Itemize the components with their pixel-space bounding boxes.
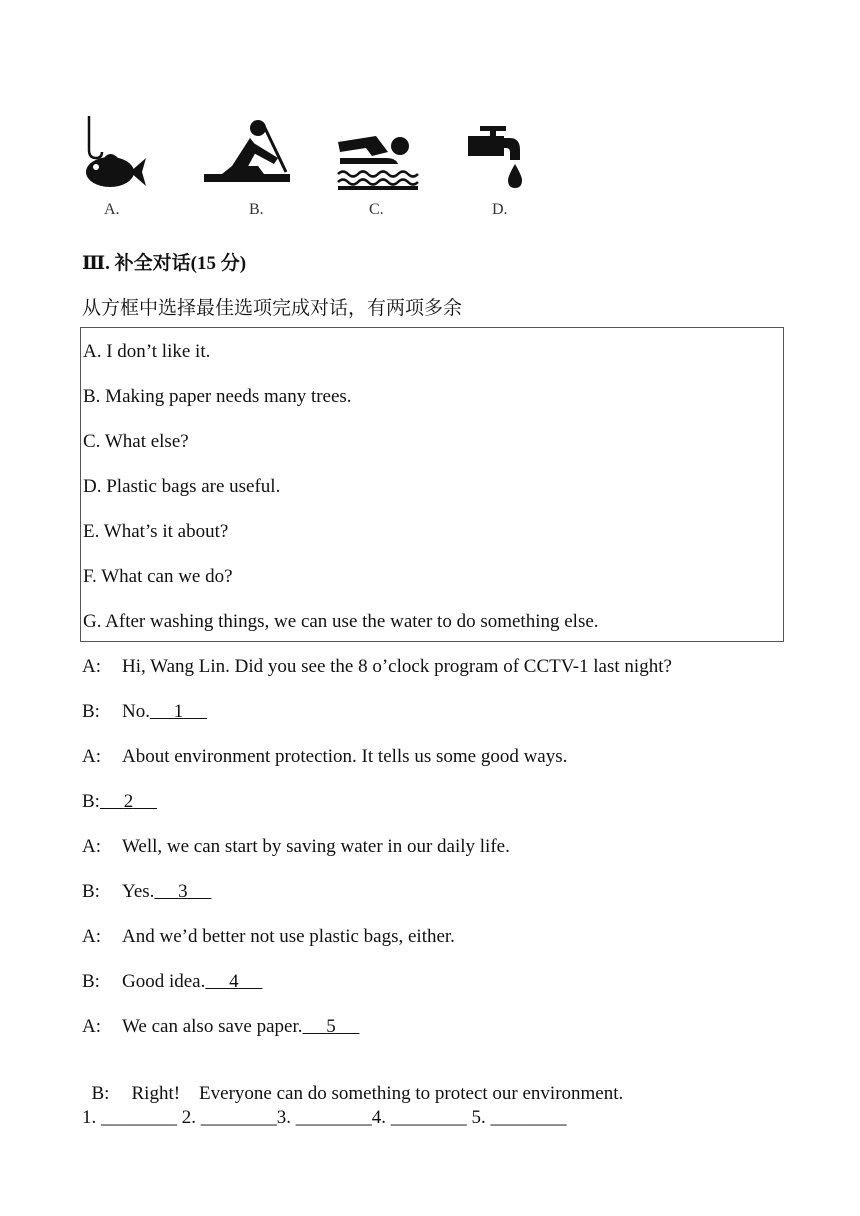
utterance: About environment protection. It tells us some good ways. <box>122 746 568 767</box>
dialogue-line-8 <box>82 971 262 993</box>
option-g: G. After washing things, we can use the water to do something else. <box>83 611 599 632</box>
blank-4[interactable]: 4 <box>229 971 239 992</box>
dialogue-line-4 <box>82 791 157 813</box>
utterance: Good idea. <box>122 971 206 992</box>
option-e: E. What’s it about? <box>83 521 229 542</box>
answer-blanks-line[interactable]: 1. ________ 2. ________3. ________4. ________ 5. ________ <box>82 1107 567 1128</box>
fishing-icon <box>80 112 150 194</box>
speaker: A: <box>82 1016 101 1037</box>
dialogue-line-1 <box>82 656 672 678</box>
blank-5[interactable]: 5 <box>326 1016 336 1037</box>
utterance: And we’d better not use plastic bags, either. <box>122 926 455 947</box>
speaker: B: <box>82 971 100 992</box>
speaker: A: <box>82 836 101 857</box>
sign-icons-row <box>0 0 860 230</box>
dialogue-line-7 <box>82 926 455 948</box>
dialogue-line-6 <box>82 881 211 903</box>
section-instruction: 从方框中选择最佳选项完成对话，有两项多余 <box>82 297 463 319</box>
utterance: Hi, Wang Lin. Did you see the 8 o’clock program of CCTV-1 last night? <box>122 656 672 677</box>
rowing-icon <box>202 118 292 188</box>
option-d: D. Plastic bags are useful. <box>83 476 281 497</box>
speaker: B: <box>82 791 100 812</box>
option-letter-a: A. <box>104 201 120 218</box>
water-tap-icon <box>466 124 526 192</box>
utterance: We can also save paper. <box>122 1016 303 1037</box>
utterance: Yes. <box>122 881 155 902</box>
utterance: Right! Everyone can do something to protect our environment. <box>131 1083 624 1104</box>
speaker: A: <box>82 656 101 677</box>
swimming-icon <box>336 134 422 192</box>
options-box <box>80 327 784 642</box>
speaker: B: <box>82 881 100 902</box>
dialogue-line-10 <box>82 1061 623 1105</box>
option-b: B. Making paper needs many trees. <box>83 386 352 407</box>
speaker: B: <box>91 1083 110 1104</box>
option-c: C. What else? <box>83 431 189 452</box>
blank-2[interactable]: 2 <box>123 791 134 812</box>
dialogue-line-9 <box>82 1016 359 1038</box>
speaker: B: <box>82 701 100 722</box>
option-f: F. What can we do? <box>83 566 233 587</box>
dialogue-line-5 <box>82 836 510 858</box>
option-letter-b: B. <box>249 201 264 218</box>
option-letter-c: C. <box>369 201 384 218</box>
speaker: A: <box>82 746 101 767</box>
blank-3[interactable]: 3 <box>178 881 188 902</box>
blank-1[interactable]: 1 <box>173 701 184 722</box>
utterance: No. <box>122 701 150 722</box>
section-heading: Ⅲ. 补全对话(15 分) <box>82 253 247 274</box>
option-a: A. I don’t like it. <box>83 341 211 362</box>
dialogue-line-3 <box>82 746 567 768</box>
speaker: A: <box>82 926 101 947</box>
option-letter-d: D. <box>492 201 508 218</box>
dialogue-line-2 <box>82 701 207 723</box>
utterance: Well, we can start by saving water in our daily life. <box>122 836 510 857</box>
